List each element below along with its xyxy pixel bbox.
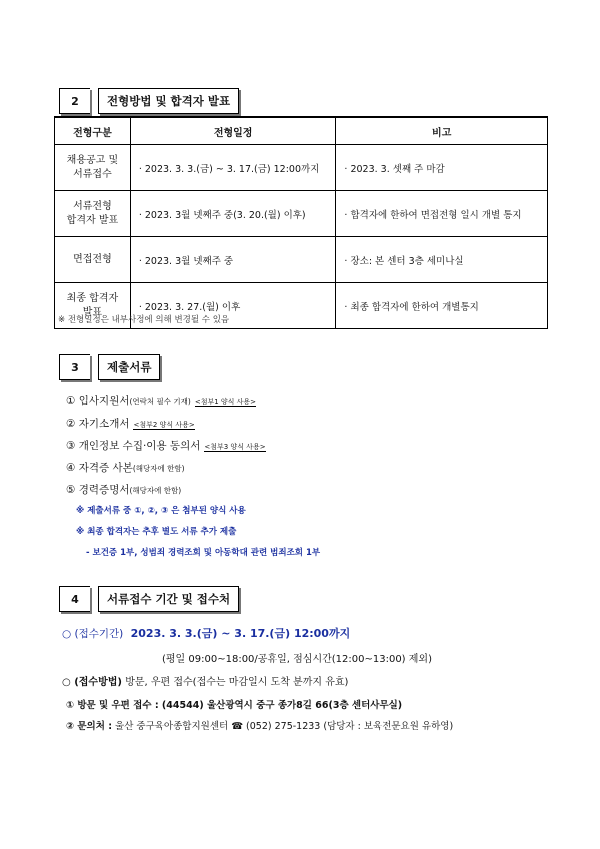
table-header: 전형구분 bbox=[55, 117, 131, 145]
schedule-cell: · 2023. 3월 넷째주 중 bbox=[130, 237, 336, 283]
note-cell: · 2023. 3. 셋째 주 마감 bbox=[336, 145, 548, 191]
schedule-table bbox=[54, 116, 548, 329]
type-cell: 면접전형 bbox=[55, 237, 131, 283]
doc-note: ※ 제출서류 중 ①, ②, ③ 은 첨부된 양식 사용 bbox=[76, 506, 246, 516]
schedule-cell: · 2023. 3월 넷째주 중(3. 20.(월) 이후) bbox=[130, 191, 336, 237]
list-item: ⑤ 경력증명서(해당자에 한함) bbox=[66, 484, 182, 496]
table-header: 전형일정 bbox=[130, 117, 336, 145]
section-4-number: 4 bbox=[59, 586, 90, 612]
method-value: 방문, 우편 접수(접수는 마감일시 도착 분까지 유효) bbox=[125, 677, 349, 688]
method-label: ○ (접수방법) bbox=[62, 677, 122, 688]
table-row bbox=[55, 145, 548, 191]
period-label: ○ (접수기간) bbox=[62, 628, 124, 640]
table-header-row bbox=[55, 117, 548, 145]
doc-note: ※ 최종 합격자는 추후 별도 서류 추가 제출 bbox=[76, 527, 237, 537]
inquiry-label: ② 문의처 : bbox=[66, 721, 112, 732]
list-item: ② 자기소개서 <첨부2 양식 사용> bbox=[66, 418, 195, 430]
list-item: ④ 자격증 사본(해당자에 한함) bbox=[66, 462, 185, 474]
list-item: ① 입사지원서(연락처 필수 기재) <첨부1 양식 사용> bbox=[66, 395, 257, 407]
type-cell: 최종 합격자 발표 bbox=[55, 283, 131, 329]
visit-line: ① 방문 및 우편 접수 : (44544) 울산광역시 중구 종가8길 66(3층 센터사무실) bbox=[66, 700, 403, 711]
period-value: 2023. 3. 3.(금) ~ 3. 17.(금) 12:00까지 bbox=[130, 627, 351, 640]
schedule-cell: · 2023. 3. 3.(금) ~ 3. 17.(금) 12:00까지 bbox=[130, 145, 336, 191]
period-sub: (평일 09:00~18:00/공휴일, 점심시간(12:00~13:00) 제외) bbox=[162, 654, 432, 665]
schedule-cell: · 2023. 3. 27.(월) 이후 bbox=[130, 283, 336, 329]
table-row bbox=[55, 191, 548, 237]
doc-note: - 보건증 1부, 성범죄 경력조회 및 아동학대 관련 범죄조회 1부 bbox=[86, 548, 321, 558]
section-2-title: 전형방법 및 합격자 발표 bbox=[98, 88, 239, 114]
section-3-title: 제출서류 bbox=[98, 354, 160, 380]
section-4-title: 서류접수 기간 및 접수처 bbox=[98, 586, 239, 612]
note-cell: · 합격자에 한하여 면접전형 일시 개별 통지 bbox=[336, 191, 548, 237]
section-3-header bbox=[59, 354, 160, 380]
section-4-header bbox=[59, 586, 239, 612]
note-cell: · 최종 합격자에 한하여 개별통지 bbox=[336, 283, 548, 329]
schedule-footnote: ※ 전형일정은 내부사정에 의해 변경될 수 있음 bbox=[58, 315, 230, 325]
type-cell: 채용공고 및 서류접수 bbox=[55, 145, 131, 191]
list-item: ③ 개인정보 수집·이용 동의서 <첨부3 양식 사용> bbox=[66, 440, 266, 452]
type-cell: 서류전형 합격자 발표 bbox=[55, 191, 131, 237]
section-2-number: 2 bbox=[59, 88, 90, 114]
period-line bbox=[62, 625, 350, 641]
inquiry-line bbox=[66, 718, 453, 732]
table-header: 비고 bbox=[336, 117, 548, 145]
table-row bbox=[55, 237, 548, 283]
section-3-number: 3 bbox=[59, 354, 90, 380]
section-2-header bbox=[59, 88, 239, 114]
method-line bbox=[62, 673, 348, 688]
note-cell: · 장소: 본 센터 3층 세미나실 bbox=[336, 237, 548, 283]
inquiry-value: 울산 중구육아종합지원센터 ☎ (052) 275-1233 (담당자 : 보육전문요원 유하영) bbox=[115, 721, 454, 732]
